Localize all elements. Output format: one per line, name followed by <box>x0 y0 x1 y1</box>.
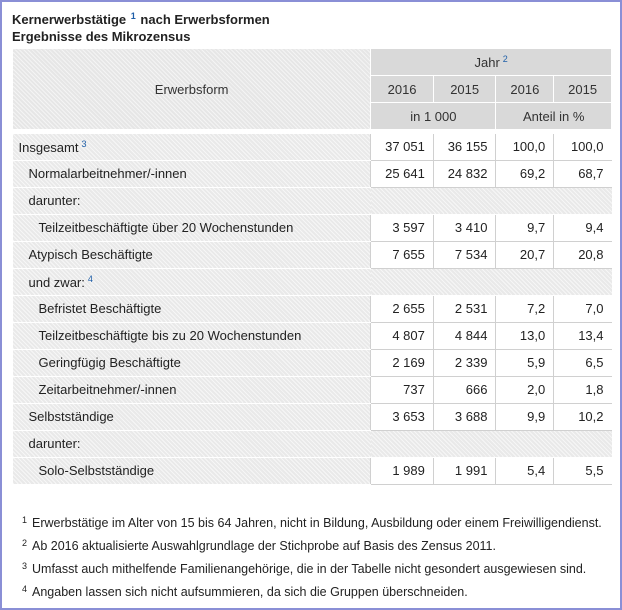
employment-table <box>12 48 612 485</box>
row-value: 3 688 <box>433 403 496 430</box>
row-value: 68,7 <box>554 160 612 187</box>
row-value: 3 653 <box>371 403 434 430</box>
row-label: Geringfügig Beschäftigte <box>13 349 371 376</box>
row-value: 1 991 <box>433 457 496 484</box>
table-row <box>13 241 612 268</box>
row-label: Selbstständige <box>13 403 371 430</box>
row-value: 737 <box>371 376 434 403</box>
row-value: 10,2 <box>554 403 612 430</box>
row-label: Zeitarbeitnehmer/-innen <box>13 376 371 403</box>
footnote-3: $^3$ Umfasst auch mithelfende Familienangehörige, die in der Tabelle nicht gesondert ausgewiesen sind. <box>22 561 587 576</box>
row-value: 36 155 <box>433 134 496 161</box>
row-label: Atypisch Beschäftigte <box>13 241 371 268</box>
row-value: 9,9 <box>496 403 554 430</box>
title-footnote-ref[interactable]: 1 <box>130 11 136 21</box>
row-value: 1 989 <box>371 457 434 484</box>
row-value: 13,0 <box>496 322 554 349</box>
footnote-4: $^4$ Angaben lassen sich nicht aufsummieren, da sich die Gruppen überschneiden. <box>22 584 468 599</box>
footnote-1: $^1$ Erwerbstätige im Alter von 15 bis 64 Jahren, nicht in Bildung, Ausbildung oder einem Freiwilligendienst. <box>22 515 602 530</box>
row-value: 2,0 <box>496 376 554 403</box>
header-jahr: Jahr $^2$ <box>371 49 612 76</box>
row-value: 100,0 <box>554 134 612 161</box>
row-value: 5,9 <box>496 349 554 376</box>
table-row <box>13 376 612 403</box>
header-year-pct-2016: 2016 <box>496 76 554 103</box>
row-value: 7 534 <box>433 241 496 268</box>
row-value: 37 051 <box>371 134 434 161</box>
row-label: Insgesamt $^3$ <box>13 134 371 161</box>
row-footnote-ref[interactable]: 4 <box>87 273 93 284</box>
row-value: 2 655 <box>371 295 434 322</box>
row-value: 666 <box>433 376 496 403</box>
row-label: und zwar: $^4$ <box>13 268 371 295</box>
row-value: 5,4 <box>496 457 554 484</box>
header-unit-abs: in 1 000 <box>371 103 496 130</box>
title-line-1 <box>12 8 270 28</box>
table-row <box>13 268 612 295</box>
row-empty-values <box>371 187 612 214</box>
table-row <box>13 322 612 349</box>
row-value: 2 169 <box>371 349 434 376</box>
row-value: 100,0 <box>496 134 554 161</box>
row-value: 3 597 <box>371 214 434 241</box>
row-value: 25 641 <box>371 160 434 187</box>
table-row <box>13 134 612 161</box>
table-row <box>13 187 612 214</box>
row-value: 13,4 <box>554 322 612 349</box>
row-empty-values <box>371 268 612 295</box>
row-value: 4 844 <box>433 322 496 349</box>
header-erwerbsform: Erwerbsform <box>13 49 371 130</box>
jahr-footnote-ref[interactable]: 2 <box>502 54 508 64</box>
row-value: 4 807 <box>371 322 434 349</box>
row-value: 7,2 <box>496 295 554 322</box>
row-empty-values <box>371 430 612 457</box>
row-label: Solo-Selbstständige <box>13 457 371 484</box>
row-label: Teilzeitbeschäftigte über 20 Wochenstunden <box>13 214 371 241</box>
footnotes <box>22 512 602 604</box>
table-row <box>13 295 612 322</box>
table-row <box>13 214 612 241</box>
row-value: 9,4 <box>554 214 612 241</box>
row-value: 24 832 <box>433 160 496 187</box>
title-rest: nach Erwerbsformen <box>140 12 270 27</box>
row-label: Teilzeitbeschäftigte bis zu 20 Wochenstunden <box>13 322 371 349</box>
table-row <box>13 403 612 430</box>
header-unit-pct: Anteil in % <box>496 103 612 130</box>
table-row <box>13 430 612 457</box>
row-value: 2 531 <box>433 295 496 322</box>
header-year-abs-2015: 2015 <box>433 76 496 103</box>
title-subtitle: Ergebnisse des Mikrozensus <box>12 29 191 44</box>
row-footnote-ref[interactable]: 3 <box>81 138 87 149</box>
row-value: 5,5 <box>554 457 612 484</box>
row-value: 69,2 <box>496 160 554 187</box>
header-year-abs-2016: 2016 <box>371 76 434 103</box>
title-main: Kernerwerbstätige <box>12 12 127 27</box>
table-title <box>12 8 270 45</box>
table-row <box>13 457 612 484</box>
header-year-pct-2015: 2015 <box>554 76 612 103</box>
row-value: 20,7 <box>496 241 554 268</box>
row-value: 6,5 <box>554 349 612 376</box>
row-label: darunter: <box>13 187 371 214</box>
row-value: 20,8 <box>554 241 612 268</box>
table-row <box>13 160 612 187</box>
row-label: Normalarbeitnehmer/-innen <box>13 160 371 187</box>
row-value: 2 339 <box>433 349 496 376</box>
row-value: 9,7 <box>496 214 554 241</box>
footnote-2: $^2$ Ab 2016 aktualisierte Auswahlgrundlage der Stichprobe auf Basis des Zensus 2011. <box>22 538 496 553</box>
table-body <box>13 134 612 485</box>
row-label: Befristet Beschäftigte <box>13 295 371 322</box>
table-row <box>13 349 612 376</box>
row-value: 7 655 <box>371 241 434 268</box>
row-value: 1,8 <box>554 376 612 403</box>
row-label: darunter: <box>13 430 371 457</box>
row-value: 3 410 <box>433 214 496 241</box>
row-value: 7,0 <box>554 295 612 322</box>
